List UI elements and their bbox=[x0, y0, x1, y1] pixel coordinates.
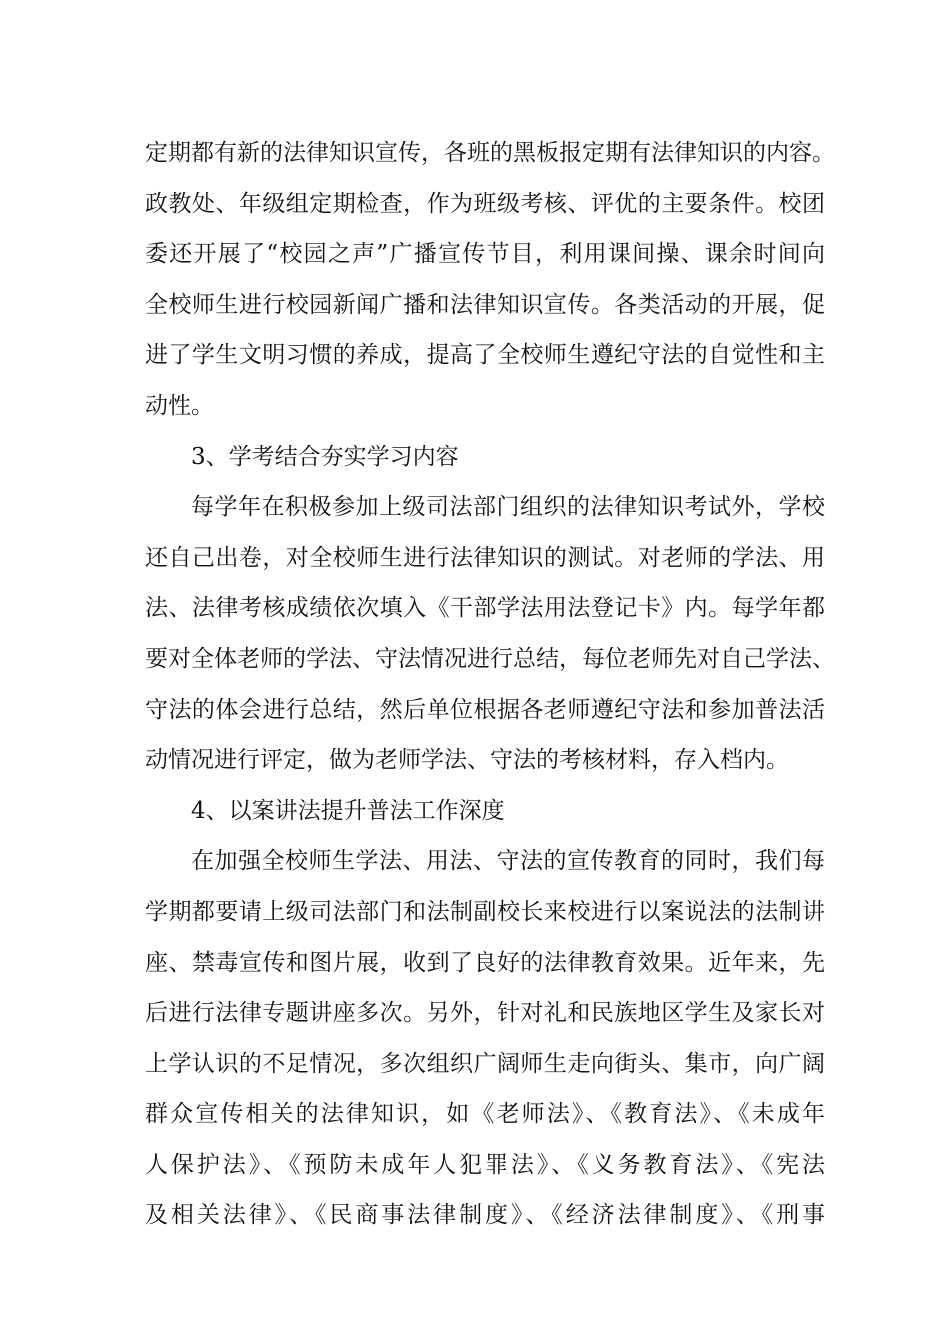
text-line: 法、法律考核成绩依次填入《干部学法用法登记卡》内。每学年都 bbox=[145, 595, 825, 622]
text-line: 政教处、年级组定期检查，作为班级考核、评优的主要条件。校团 bbox=[145, 190, 825, 217]
text-line: 守法的体会进行总结，然后单位根据各老师遵纪守法和参加普法活 bbox=[145, 696, 825, 723]
text-line: 人保护法》、《预防未成年人犯罪法》、《义务教育法》、《宪法 bbox=[145, 1151, 825, 1178]
text-line: 学期都要请上级司法部门和法制副校长来校进行以案说法的法制讲 bbox=[145, 898, 825, 925]
text-line: 每学年在积极参加上级司法部门组织的法律知识考试外，学校 bbox=[191, 494, 825, 521]
text-line: 全校师生进行校园新闻广播和法律知识宣传。各类活动的开展，促 bbox=[145, 291, 825, 318]
text-line: 要对全体老师的学法、守法情况进行总结，每位老师先对自己学法、 bbox=[145, 645, 835, 672]
text-line: 定期都有新的法律知识宣传，各班的黑板报定期有法律知识的内容。 bbox=[145, 140, 835, 166]
text-line: 群众宣传相关的法律知识，如《老师法》、《教育法》、《未成年 bbox=[145, 1101, 825, 1128]
text-line: 动性。 bbox=[145, 392, 214, 419]
text-line: 还自己出卷，对全校师生进行法律知识的测试。对老师的学法、用 bbox=[145, 544, 825, 571]
text-line: 后进行法律专题讲座多次。另外，针对礼和民族地区学生及家长对 bbox=[145, 1000, 825, 1027]
paragraph-section-3 bbox=[145, 482, 835, 786]
paragraph-intro bbox=[145, 128, 835, 432]
section-heading-4: 4、以案讲法提升普法工作深度 bbox=[191, 797, 505, 824]
text-line: 及相关法律》、《民商事法律制度》、《经济法律制度》、《刑事 bbox=[145, 1202, 825, 1229]
document-body bbox=[145, 128, 835, 1241]
text-line: 上学认识的不足情况，多次组织广阔师生走向街头、集市，向广阔 bbox=[145, 1050, 825, 1077]
text-line: 进了学生文明习惯的养成，提高了全校师生遵纪守法的自觉性和主 bbox=[145, 342, 825, 369]
section-heading-3: 3、学考结合夯实学习内容 bbox=[191, 443, 459, 470]
paragraph-section-4 bbox=[145, 836, 825, 1241]
text-line: 在加强全校师生学法、用法、守法的宣传教育的同时，我们每 bbox=[191, 848, 825, 875]
text-line: 委还开展了“校园之声”广播宣传节目，利用课间操、课余时间向 bbox=[145, 241, 825, 268]
text-line: 座、禁毒宣传和图片展，收到了良好的法律教育效果。近年来，先 bbox=[145, 949, 825, 976]
text-line: 动情况进行评定，做为老师学法、守法的考核材料，存入档内。 bbox=[145, 747, 789, 774]
